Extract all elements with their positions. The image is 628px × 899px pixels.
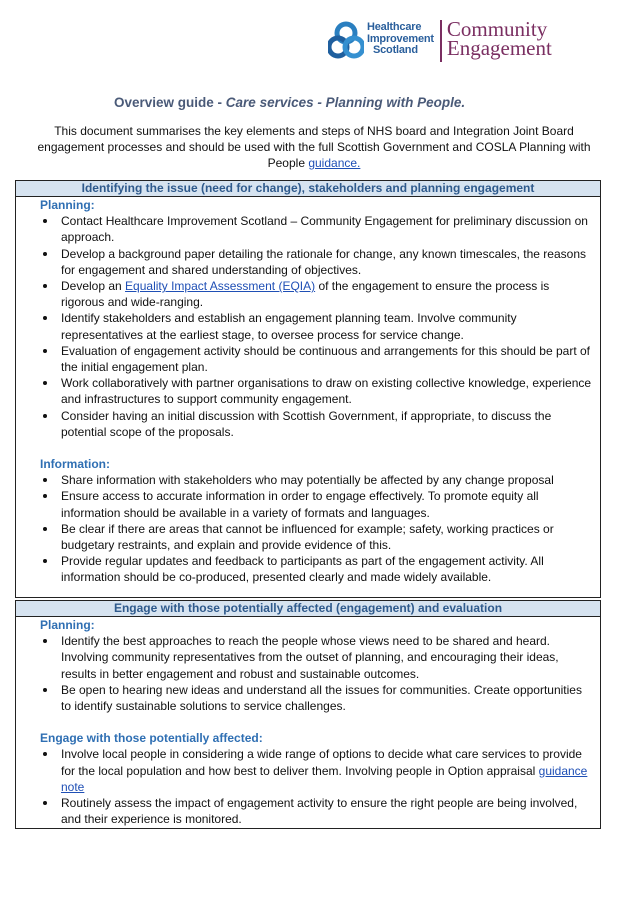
page-title: [114, 95, 465, 110]
list-item-eqia: [40, 278, 592, 310]
section1-information-list: [40, 472, 592, 585]
logo-org-line2: Improvement: [367, 32, 434, 45]
list-item: Work collaboratively with partner organisations to draw on existing collective knowledge, experience and infrastructures to support community engagement.: [40, 375, 592, 407]
logo-org-name: [367, 17, 434, 57]
section1-content: [16, 197, 600, 586]
list-item-option-appraisal: [40, 746, 592, 795]
list-item: Consider having an initial discussion with Scottish Government, if appropriate, to discuss the potential scope of the proposals.: [40, 408, 592, 440]
intro-paragraph: [30, 123, 598, 171]
list-item: Provide regular updates and feedback to participants as part of the engagement activity. All information should be co-produced, presented clearly and made widely available.: [40, 553, 592, 585]
list-item: Identify stakeholders and establish an engagement planning team. Involve community representatives at the earliest stage, to oversee process for service change.: [40, 310, 592, 342]
eqia-link[interactable]: Equality Impact Assessment (EQIA): [125, 279, 316, 294]
section1-information-label: Information:: [40, 457, 110, 472]
section2-planning-list: [40, 633, 592, 714]
logo-divider: [440, 20, 442, 62]
logo-ce-line2: Engagement: [446, 36, 552, 60]
logo-knot-icon: [328, 21, 364, 61]
section1-heading: Identifying the issue (need for change), stakeholders and planning engagement: [16, 181, 600, 197]
section2-engage-list: [40, 746, 592, 827]
list-item: Evaluation of engagement activity should be continuous and arrangements for this should be part of the initial engagement plan.: [40, 343, 592, 375]
title-italic: Care services - Planning with People.: [225, 95, 466, 110]
logo-community-engagement: [447, 17, 552, 58]
section2-content: [16, 617, 600, 827]
logo-org-line1: Healthcare: [367, 21, 422, 33]
list-item: Be clear if there are areas that cannot be influenced for example; safety, working practices or budgetary restraints, and explain and provide evidence of this.: [40, 521, 592, 553]
list-item: Ensure access to accurate information in order to engage effectively. To promote equity all information should be available in a variety of formats and languages.: [40, 488, 592, 520]
section-identifying: [15, 180, 601, 598]
section-engage: [15, 600, 601, 829]
eqia-post: of the engagement to ensure the process is rigorous and wide-ranging.: [61, 279, 550, 310]
list-item: Identify the best approaches to reach the people whose views need to be shared and heard. Involving community representatives from the outset of planning, and encouraging their ideas, results in better engagement and robust and sustainable outcomes.: [40, 633, 592, 682]
guidance-link[interactable]: guidance.: [308, 156, 361, 170]
section1-planning-label: Planning:: [40, 198, 95, 212]
section1-planning-list: [40, 213, 592, 440]
list-item: Routinely assess the impact of engagement activity to ensure the right people are being involved, and their experience is monitored.: [40, 795, 592, 827]
logo: [328, 17, 564, 65]
eqia-pre: Develop an: [61, 279, 126, 294]
section2-planning-label: Planning:: [40, 618, 95, 632]
section2-heading: Engage with those potentially affected (engagement) and evaluation: [16, 601, 600, 617]
intro-text: This document summarises the key elements and steps of NHS board and Integration Joint Board engagement processes and should be used with the full Scottish Government and COSLA Planning with People: [37, 124, 591, 170]
guidance-note-link[interactable]: guidance note: [61, 763, 588, 794]
logo-org-line3: Scotland: [373, 44, 418, 56]
section2-engage-label: Engage with those potentially affected:: [40, 731, 263, 746]
list-item: Develop a background paper detailing the rationale for change, any known timescales, the reasons for engagement and shared understanding of objectives.: [40, 246, 592, 278]
list-item: Contact Healthcare Improvement Scotland – Community Engagement for preliminary discussion on approach.: [40, 213, 592, 245]
engage-item1-text: Involve local people in considering a wide range of options to decide what care services to provide for the local population and how best to deliver them. Involving people in Option appraisal: [61, 747, 582, 778]
list-item: Be open to hearing new ideas and understand all the issues for communities. Create opportunities to identify sustainable solutions to service challenges.: [40, 682, 592, 714]
title-prefix: Overview guide -: [114, 95, 226, 110]
list-item: Share information with stakeholders who may potentially be affected by any change proposal: [40, 472, 592, 488]
logo-ce-line1: Community: [446, 17, 548, 41]
